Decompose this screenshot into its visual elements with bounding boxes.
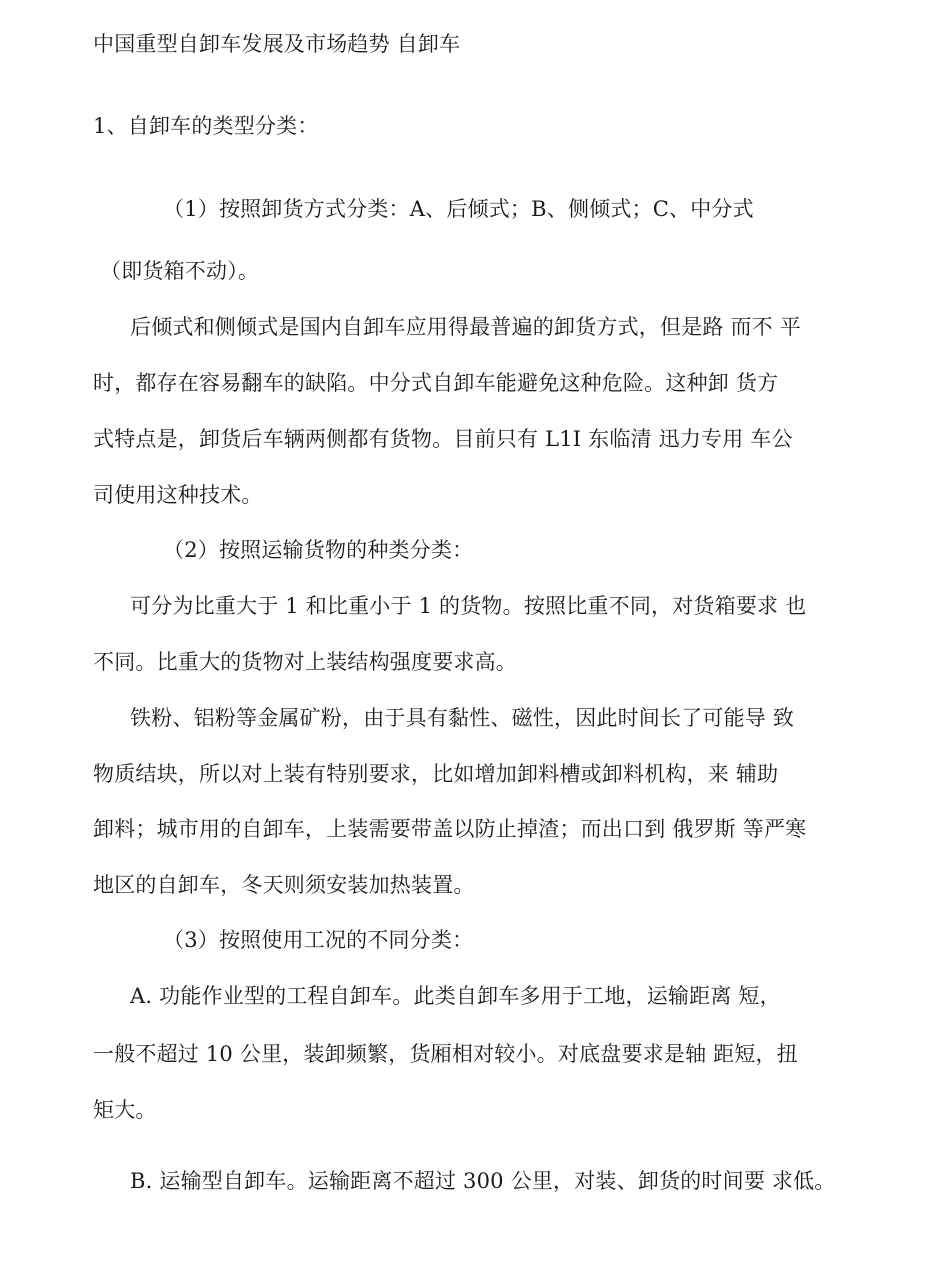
subsection-heading: （2）按照运输货物的种类分类： xyxy=(163,538,474,562)
paragraph-line: 不同。比重大的货物对上装结构强度要求高。 xyxy=(93,650,517,674)
paragraph-line: 一般不超过 10 公里，装卸频繁，货厢相对较小。对底盘要求是轴 距短，扭 xyxy=(93,1042,798,1066)
section-heading: 1、自卸车的类型分类： xyxy=(93,114,319,138)
subsection-heading: （3）按照使用工况的不同分类： xyxy=(163,928,474,952)
paragraph-line: 式特点是，卸货后车辆两侧都有货物。目前只有 L1I 东临清 迅力专用 车公 xyxy=(93,427,793,451)
document-header: 中国重型自卸车发展及市场趋势 自卸车 xyxy=(93,32,461,56)
paragraph-line: 卸料；城市用的自卸车，上装需要带盖以防止掉渣；而出口到 俄罗斯 等严寒 xyxy=(93,817,807,841)
subsection-heading: （1）按照卸货方式分类：A、后倾式；B、侧倾式；C、中分式 xyxy=(163,197,754,221)
paragraph-line: 可分为比重大于 1 和比重小于 1 的货物。按照比重不同，对货箱要求 也 xyxy=(130,594,807,618)
paragraph-line: 地区的自卸车，冬天则须安装加热装置。 xyxy=(93,873,475,897)
paragraph-line: 铁粉、铝粉等金属矿粉，由于具有黏性、磁性，因此时间长了可能导 致 xyxy=(130,706,795,730)
paragraph-line: A. 功能作业型的工程自卸车。此类自卸车多用于工地，运输距离 短， xyxy=(130,984,781,1008)
paragraph-line: B. 运输型自卸车。运输距离不超过 300 公里，对装、卸货的时间要 求低。 xyxy=(130,1169,836,1193)
paragraph-line: （即货箱不动）。 xyxy=(100,259,260,283)
paragraph-line: 司使用这种技术。 xyxy=(93,483,263,507)
paragraph-line: 后倾式和侧倾式是国内自卸车应用得最普遍的卸货方式，但是路 而不 平 xyxy=(130,315,801,339)
paragraph-line: 时，都存在容易翻车的缺陷。中分式自卸车能避免这种危险。这种卸 货方 xyxy=(93,371,779,395)
paragraph-line: 物质结块，所以对上装有特别要求，比如增加卸料槽或卸料机构，来 辅助 xyxy=(93,762,779,786)
paragraph-line: 矩大。 xyxy=(93,1098,157,1122)
